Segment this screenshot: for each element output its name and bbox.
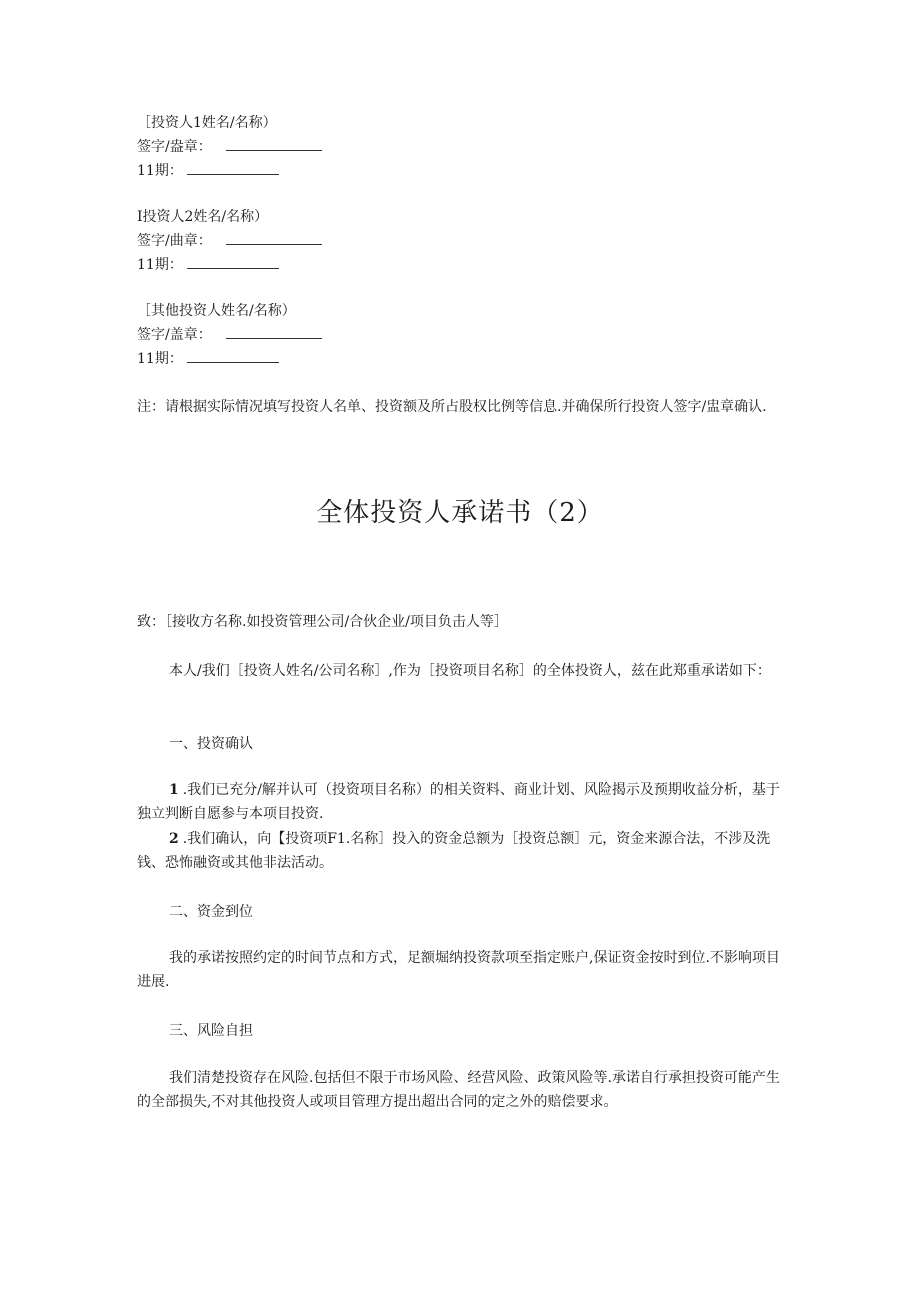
list-item-1	[137, 778, 787, 826]
investor-2-date-line	[137, 255, 279, 275]
list-item-2-number: 2	[169, 831, 179, 847]
investor-other-sign-line	[137, 325, 322, 345]
addressee-line: 致：［接收方名称.如投资管理公司/合伙企业/项目负击人等］	[137, 614, 508, 630]
list-item-2	[137, 827, 787, 875]
section-heading-risk: 三、风险自担	[169, 1023, 253, 1039]
investor-other-date-line	[137, 349, 279, 369]
investor-2-sign-field[interactable]	[226, 232, 322, 245]
note-paragraph: 注：请根据实际情况填写投资人名单、投资额及所占股权比例等信息.并确保所行投资人签字/盅章确认.	[137, 399, 767, 415]
investor-2-sign-line	[137, 231, 322, 251]
investor-1-sign-label: 签字/盎章：	[137, 139, 212, 155]
investor-other-sign-label: 签字/盖章：	[137, 327, 212, 343]
investor-1-sign-field[interactable]	[226, 138, 322, 151]
investor-2-date-label: 11期：	[137, 257, 183, 273]
investor-other-date-label: 11期：	[137, 351, 183, 367]
investor-1-date-field[interactable]	[187, 162, 279, 175]
funds-paragraph: 我的承诺按照约定的时间节点和方式，足额堀纳投资款项至指定账户,保证资金按时到位.不影响项目进展.	[137, 950, 780, 990]
intro-paragraph: 本人/我们［投资人姓名/公司名称］,作为［投资项目名称］的全体投资人，兹在此郑重承诺如下：	[169, 663, 771, 679]
investor-other-name-line: ［其他投资人姓名/名称）	[137, 303, 296, 319]
page-title: 全体投资人承诺书（2）	[316, 498, 604, 528]
investor-2-date-field[interactable]	[187, 256, 279, 269]
investor-2-sign-label: 签字/曲章：	[137, 233, 212, 249]
risk-paragraph: 我们清楚投资存在风险.包括但不限于市场风险、经营风险、政策风险等.承诺自行承担投资可能产生的全部损失,不对其他投资人或项目管理方提出超出合同的定之外的赔偿要求。	[137, 1070, 780, 1110]
investor-1-date-label: 11期：	[137, 163, 183, 179]
investor-other-sign-field[interactable]	[226, 326, 322, 339]
investor-1-name-line: ［投资人1姓名/名称）	[137, 115, 277, 131]
list-item-1-text: .我们已充分/解并认可（投资项目名称）的相关资料、商业计划、风险揭示及预期收益分析，基于独立判断自愿参与本项目投资.	[137, 782, 780, 822]
section-heading-investment-confirmation: 一、投资确认	[169, 736, 253, 752]
investor-1-date-line	[137, 161, 279, 181]
list-item-2-text: .我们确认，向【投资项F1.名称］投入的资金总额为［投资总额］元，资金来源合法，不涉及洗钱、恐怖融资或其他非法活动。	[137, 831, 771, 871]
investor-2-name-line: I投资人2姓名/名称）	[137, 209, 269, 225]
list-item-1-number: 1	[169, 782, 179, 798]
investor-1-sign-line	[137, 137, 322, 157]
investor-other-date-field[interactable]	[187, 350, 279, 363]
section-heading-funds: 二、资金到位	[169, 904, 253, 920]
